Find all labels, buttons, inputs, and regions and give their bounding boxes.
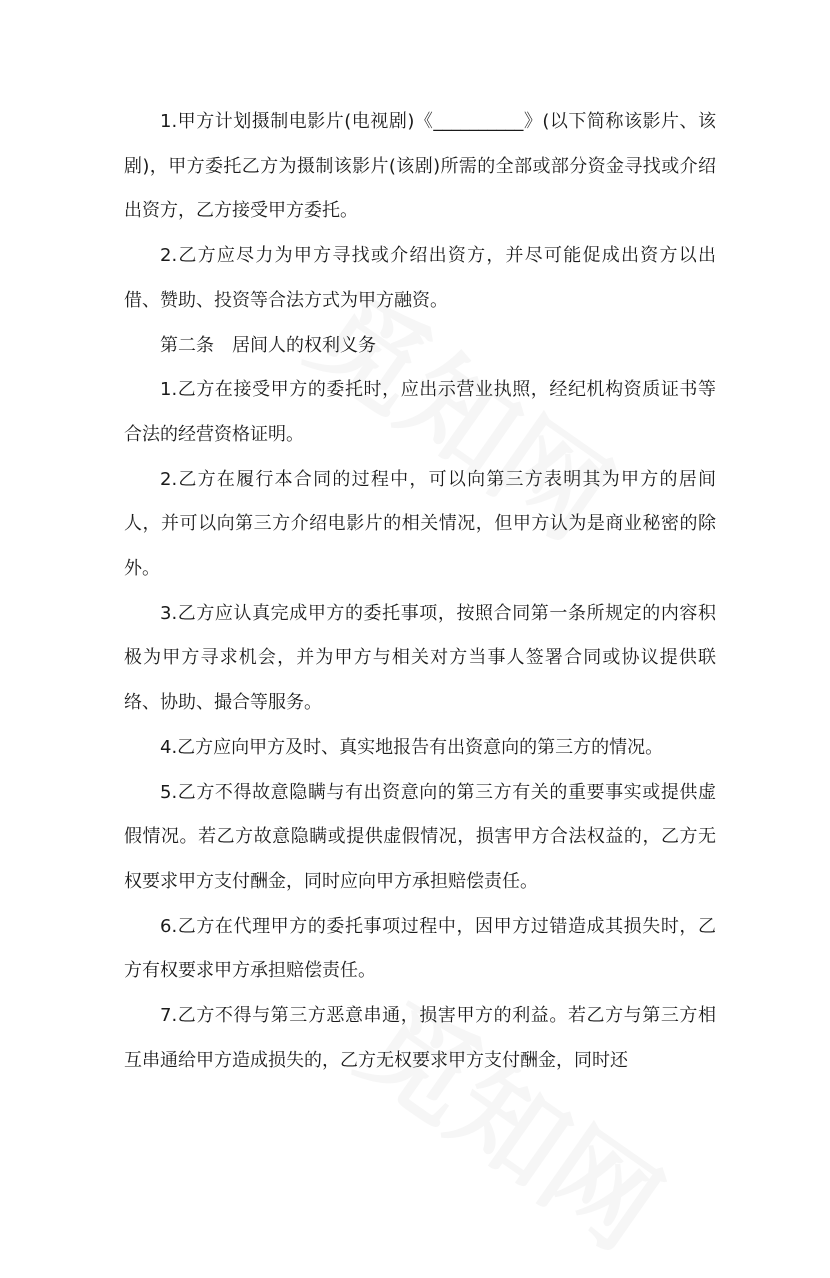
document-body [124, 100, 716, 1083]
paragraph-clause-1-2: 2.乙方应尽力为甲方寻找或介绍出资方，并尽可能促成出资方以出借、赞助、投资等合法方式为甲方融资。 [124, 245, 716, 311]
paragraph-clause-2-1: 1.乙方在接受甲方的委托时，应出示营业执照，经纪机构资质证书等合法的经营资格证明。 [124, 379, 716, 445]
paragraph-clause-2-6: 6.乙方在代理甲方的委托事项过程中，因甲方过错造成其损失时，乙方有权要求甲方承担赔偿责任。 [124, 915, 716, 982]
paragraph-clause-2-3: 3.乙方应认真完成甲方的委托事项，按照合同第一条所规定的内容积极为甲方寻求机会，并为甲方与相关对方当事人签署合同或协议提供联络、协助、撮合等服务。 [124, 602, 716, 714]
section-heading-article-2: 第二条 居间人的权利义务 [160, 334, 376, 356]
paragraph-clause-2-5: 5.乙方不得故意隐瞒与有出资意向的第三方有关的重要事实或提供虚假情况。若乙方故意隐瞒或提供虚假情况，损害甲方合法权益的，乙方无权要求甲方支付酬金，同时应向甲方承担赔偿责任。 [124, 781, 716, 892]
paragraph-clause-2-2: 2.乙方在履行本合同的过程中，可以向第三方表明其为甲方的居间人，并可以向第三方介绍电影片的相关情况，但甲方认为是商业秘密的除外。 [124, 468, 716, 580]
paragraph-clause-1-1: 1.甲方计划摄制电影片(电视剧)《__________》(以下简称该影片、该剧)，甲方委托乙方为摄制该影片(该剧)所需的全部或部分资金寻找或介绍出资方，乙方接受甲方委托。 [124, 111, 716, 222]
paragraph-clause-2-7: 7.乙方不得与第三方恶意串通，损害甲方的利益。若乙方与第三方相互串通给甲方造成损失的，乙方无权要求甲方支付酬金，同时还 [124, 1005, 716, 1071]
paragraph-clause-2-4: 4.乙方应向甲方及时、真实地报告有出资意向的第三方的情况。 [160, 736, 664, 758]
